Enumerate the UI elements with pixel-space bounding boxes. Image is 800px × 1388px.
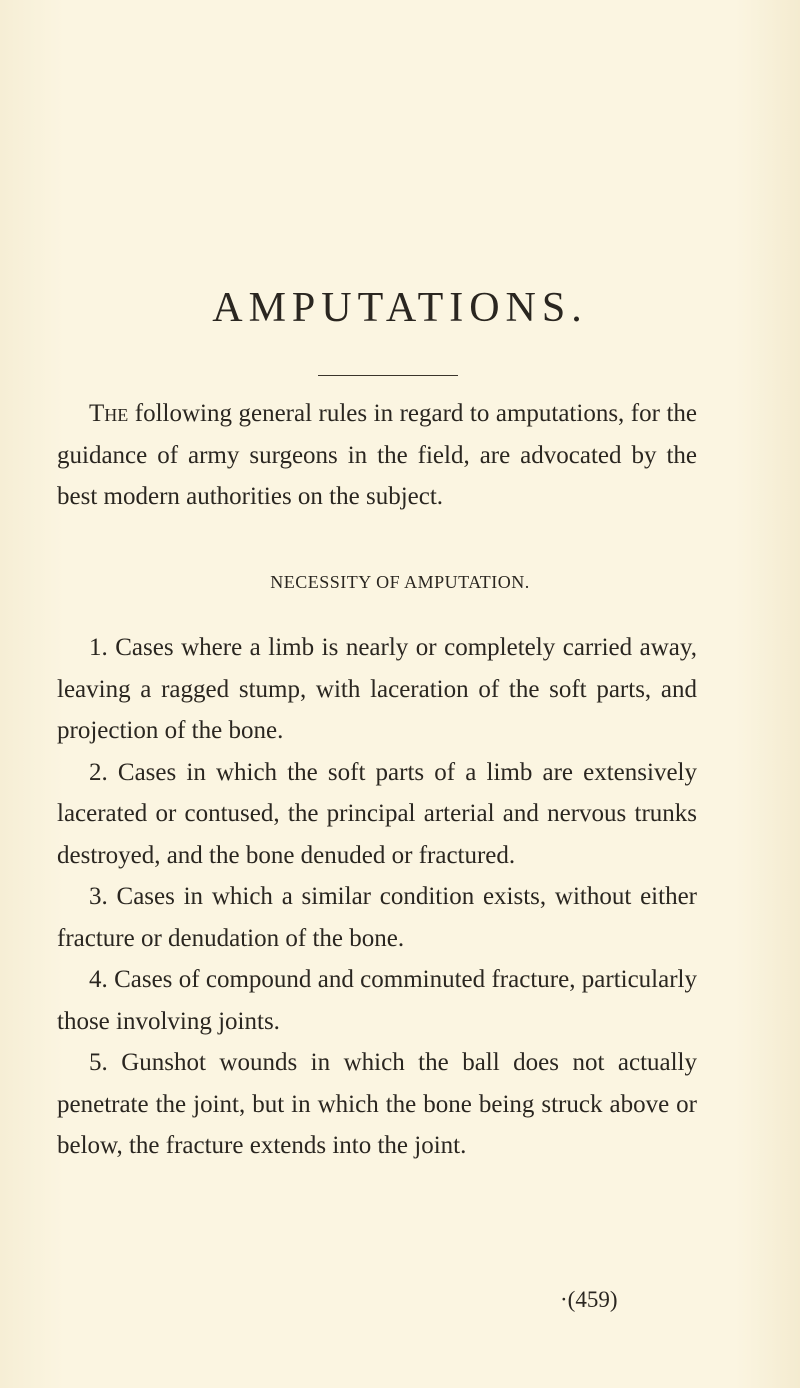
section-heading: NECESSITY OF AMPUTATION. [270, 572, 530, 592]
title-divider [318, 375, 458, 376]
amputation-cases-list [57, 627, 697, 1167]
intro-lead-word: The [89, 400, 129, 427]
list-item: 3. Cases in which a similar condition exists, without either fracture or denudation of the bone. [57, 883, 697, 952]
list-item: 4. Cases of compound and comminuted fracture, particularly those involving joints. [57, 966, 697, 1035]
chapter-title: AMPUTATIONS. [212, 285, 588, 331]
intro-body: following general rules in regard to amputations, for the guidance of army surgeons in the field, are advocated by the best modern authorities on the subject. [57, 400, 697, 510]
list-item: 5. Gunshot wounds in which the ball does not actually penetrate the joint, but in which the bone being struck above or below, the fracture extends into the joint. [57, 1049, 697, 1159]
page-number: ·(459) [560, 1287, 618, 1312]
list-item: 2. Cases in which the soft parts of a limb are extensively lacerated or contused, the principal arterial and nervous trunks destroyed, and the bone denuded or fractured. [57, 758, 697, 869]
intro-text [57, 393, 697, 518]
list-item: 1. Cases where a limb is nearly or completely carried away, leaving a ragged stump, with laceration of the soft parts, and projection of the bone. [57, 634, 697, 744]
intro-paragraph [57, 393, 697, 518]
